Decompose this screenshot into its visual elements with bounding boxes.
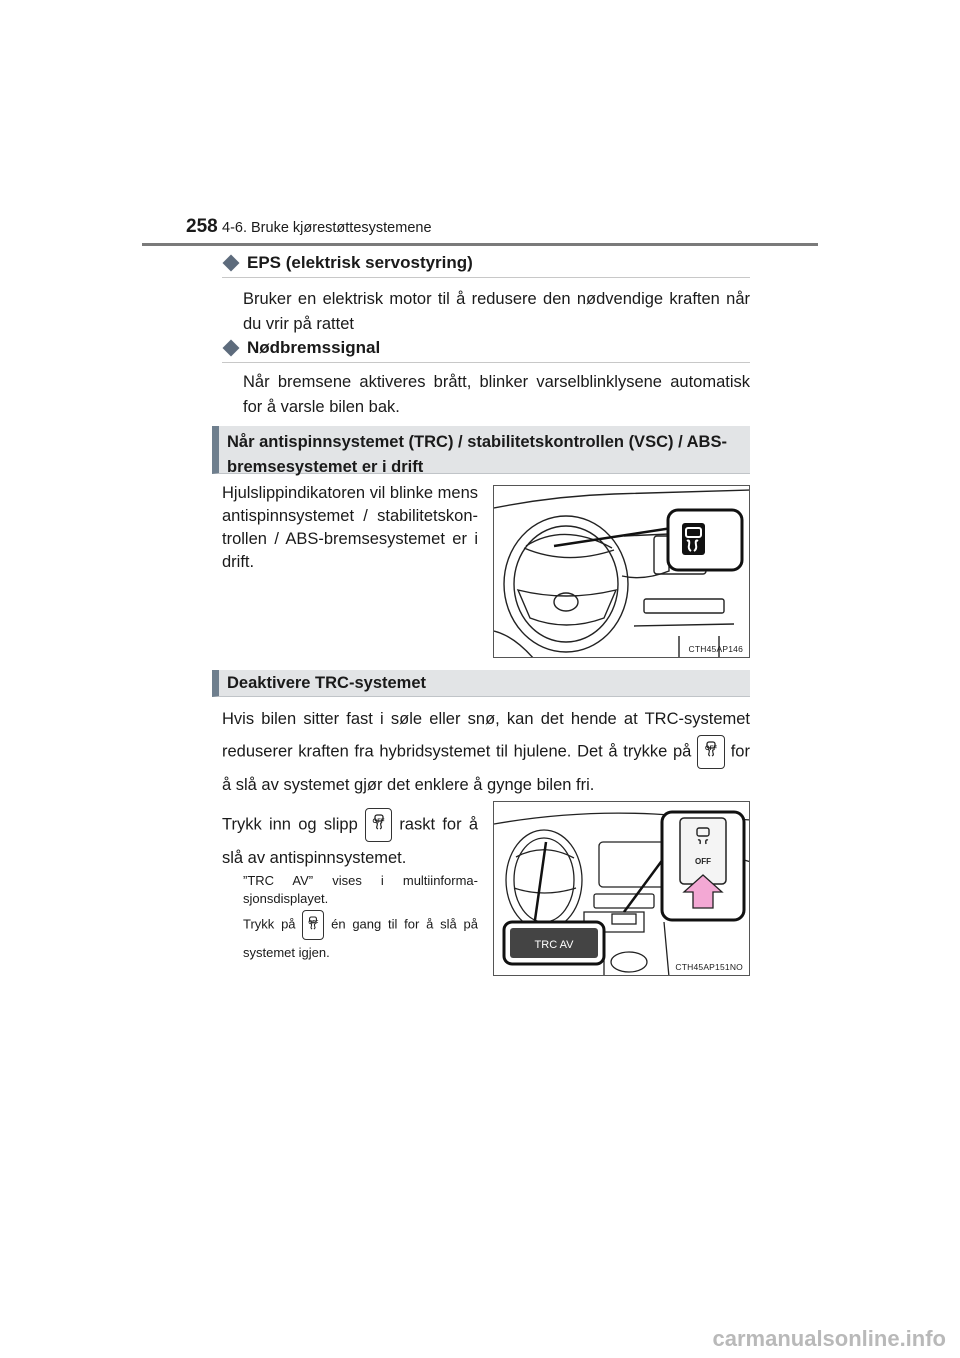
trc-active-banner: Når antispinnsystemet (TRC) / stabilitetskontrollen (VSC) / ABS-bremsesystemet er i drift bbox=[212, 426, 750, 474]
dashboard-drawing bbox=[494, 802, 750, 976]
trc-disable-body bbox=[222, 703, 750, 801]
brake-signal-rule bbox=[222, 362, 750, 363]
off-label: OFF bbox=[705, 746, 718, 752]
note-reenable-part2: én gang til for å slå på systemet igjen. bbox=[243, 916, 478, 960]
press-part2: raskt for å slå av antispinnsystemet. bbox=[222, 815, 479, 867]
press-part1: Trykk inn og slipp bbox=[222, 815, 358, 834]
trc-disable-body-part1: Hvis bilen sitter fast i søle eller snø, kan det hende at TRC-systemet reduserer kraften fra hybridsystemet til hjulene. Det å trykke på bbox=[222, 710, 750, 761]
diamond-bullet-icon bbox=[223, 255, 240, 272]
header-divider bbox=[142, 243, 818, 246]
diamond-bullet-icon bbox=[223, 340, 240, 357]
dashboard-trc-off-illustration bbox=[493, 801, 750, 976]
steering-wheel-drawing bbox=[494, 486, 750, 658]
eps-heading bbox=[222, 253, 473, 273]
press-instruction bbox=[222, 808, 478, 874]
dashboard-illustration bbox=[493, 485, 750, 658]
trc-disable-body-part2: for å slå av systemet gjør det enklere å gynge bilen fri. bbox=[222, 742, 750, 794]
trc-disable-banner: Deaktivere TRC-systemet bbox=[212, 670, 750, 697]
page-number: 258 bbox=[186, 216, 218, 237]
brake-signal-body: Når bremsene aktiveres brått, blinker varselblinklysene automatisk for å varsle bilen bak. bbox=[243, 373, 750, 416]
chapter-title: 4-6. Bruke kjørestøttesystemene bbox=[222, 220, 432, 236]
note-reenable-part1: Trykk på bbox=[243, 916, 296, 932]
eps-body: Bruker en elektrisk motor til å redusere den nødvendige kraften når du vrir på rattet bbox=[243, 290, 750, 333]
trc-off-button-icon bbox=[302, 910, 324, 940]
trc-off-button-icon bbox=[697, 735, 725, 769]
figure-code: CTH45AP151NO bbox=[675, 962, 743, 972]
brake-signal-title: Nødbremssignal bbox=[247, 338, 381, 357]
note-trc-av: ”TRC AV” vises i multiinforma-sjonsdisplayet. bbox=[243, 873, 478, 906]
watermark: carmanualsonline.info bbox=[712, 1326, 946, 1351]
switch-off-text: OFF bbox=[695, 857, 711, 866]
trc-off-button-icon bbox=[365, 808, 392, 842]
figure-code: CTH45AP146 bbox=[688, 644, 743, 654]
off-label: OFF bbox=[308, 920, 319, 926]
off-label: OFF bbox=[372, 819, 385, 825]
eps-rule bbox=[222, 277, 750, 278]
note-reenable bbox=[243, 910, 478, 966]
eps-title: EPS (elektrisk servostyring) bbox=[247, 253, 473, 272]
brake-signal-heading bbox=[222, 338, 380, 358]
display-trc-av-text: TRC AV bbox=[534, 939, 574, 951]
trc-active-body: Hjulslippindikatoren vil blinke mens antispinnsystemet / stabilitetskon-trollen / ABS-bremsesystemet er i drift. bbox=[222, 484, 478, 571]
